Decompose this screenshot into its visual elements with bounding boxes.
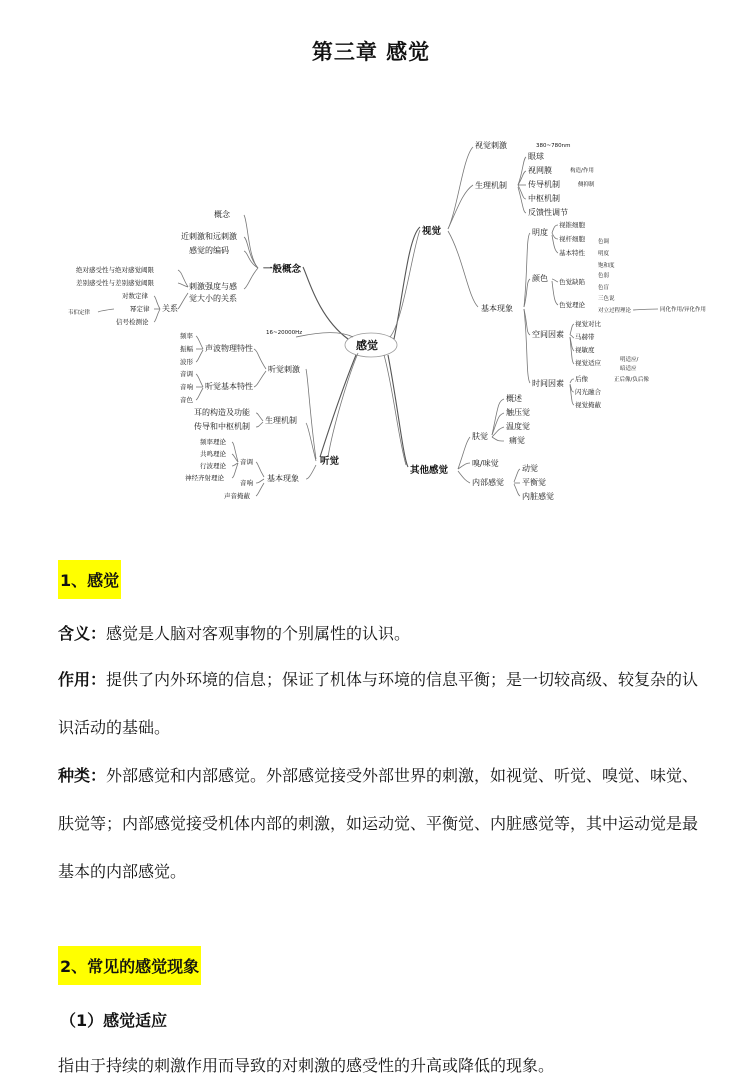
hearing-mechanism: 生理机制	[265, 416, 297, 425]
section-heading: 2、常见的感觉现象	[58, 946, 201, 985]
bright-item: 视锥细胞	[559, 221, 585, 229]
threshold-item: 绝对感受性与绝对感觉阈限	[76, 266, 154, 274]
mech-item: 中枢机制	[528, 194, 560, 203]
general-item: 概念	[214, 210, 230, 219]
law-item: 幂定律	[130, 305, 150, 313]
space-factor: 空间因素	[532, 330, 564, 339]
general-item: 刺激强度与感	[189, 282, 237, 291]
relation-node: 关系	[162, 304, 178, 313]
basic-item: 音响	[180, 383, 193, 391]
loudness-node: 音响	[240, 479, 253, 487]
type-text: 外部感觉和内部感觉。外部感觉接受外部世界的刺激，如视觉、听觉、嗅觉、味觉、肤觉等；内部感觉接受机体内部的刺激，如运动觉、平衡觉、内脏感觉等，其中运动觉是最基本的内部感觉。	[58, 766, 699, 881]
type-label: 种类：	[58, 766, 107, 785]
space-item: 视敏度	[575, 346, 595, 354]
theory-sub: 同化作用/异化作用	[660, 307, 706, 313]
space-item: 马赫带	[575, 333, 595, 341]
page-title: 第三章 感觉	[311, 40, 431, 64]
general-item: 近刺激和远刺激	[181, 232, 237, 241]
basic-item: 音调	[180, 370, 193, 378]
conduct-sub: 侧抑制	[578, 182, 595, 188]
definition-text: 感觉是人脑对客观事物的个别属性的认识。	[106, 624, 411, 643]
law-item: 对数定律	[122, 292, 148, 300]
hearing-phenomena: 基本现象	[267, 474, 299, 483]
mech-item: 传导机制	[528, 180, 560, 189]
hearing-mech-item: 传导和中枢机制	[194, 422, 250, 431]
phys-item: 振幅	[180, 345, 193, 353]
definition-label: 含义：	[58, 624, 107, 643]
blind-item: 色弱	[598, 273, 610, 279]
mech-item: 反馈性调节	[528, 208, 568, 217]
internal-item: 平衡觉	[522, 478, 546, 487]
node-general: 一般概念	[263, 264, 302, 275]
color: 颜色	[532, 274, 548, 283]
bright-item: 视杆细胞	[559, 235, 585, 243]
skin-item: 痛觉	[509, 436, 525, 445]
node-other: 其他感觉	[410, 465, 449, 476]
skin-item: 温度觉	[506, 422, 530, 431]
mind-map	[58, 127, 720, 507]
basic-item: 音色	[180, 396, 193, 404]
phys-node: 声波物理特性	[205, 344, 253, 353]
section-heading: 1、感觉	[58, 560, 121, 599]
adapt-item: 暗适应	[620, 366, 637, 372]
internal-item: 动觉	[522, 464, 538, 473]
general-item: 感觉的编码	[189, 246, 229, 255]
theory-item: 行波理论	[200, 462, 226, 470]
freq-range: 16~20000Hz	[266, 330, 303, 336]
skin-item: 概述	[506, 394, 522, 403]
general-item: 觉大小的关系	[189, 294, 237, 303]
adapt-item: 明适应/	[620, 357, 639, 363]
phys-item: 波形	[180, 358, 193, 366]
skin-item: 触压觉	[506, 408, 530, 417]
center-node: 感觉	[356, 339, 378, 352]
afterimage-sub: 正后像/负后像	[614, 377, 649, 383]
vision-stimulus: 视觉刺激	[475, 141, 507, 150]
brightness: 明度	[532, 228, 548, 237]
color-prop: 饱和度	[598, 263, 615, 269]
time-item: 后像	[575, 375, 588, 383]
internal-node: 内部感觉	[472, 478, 504, 487]
pitch-node: 音调	[240, 458, 253, 466]
subsection-heading: （1）感觉适应	[60, 1011, 168, 1030]
time-factor: 时间因素	[532, 379, 564, 388]
role-text: 提供了内外环境的信息；保证了机体与环境的信息平衡；是一切较高级、较复杂的认识活动的基础。	[58, 670, 699, 737]
color-prop: 色调	[598, 239, 610, 245]
basic-node: 听觉基本特性	[205, 382, 253, 391]
hearing-mech-item: 耳的构造及功能	[194, 408, 250, 417]
time-item: 闪光融合	[575, 388, 601, 396]
phys-item: 频率	[180, 332, 193, 340]
node-hearing: 听觉	[320, 456, 340, 467]
theory-item: 神经齐射理论	[185, 474, 224, 482]
wavelength: 380~780nm	[536, 143, 571, 149]
space-item: 视觉对比	[575, 320, 601, 328]
definition-paragraph	[58, 610, 708, 658]
role-paragraph	[58, 656, 708, 752]
mech-item: 眼球	[528, 152, 544, 161]
vision-phenomena: 基本现象	[481, 304, 513, 313]
node-vision: 视觉	[422, 226, 442, 237]
masking-node: 声音掩蔽	[224, 492, 250, 500]
vision-mechanism: 生理机制	[475, 181, 507, 190]
law-item: 信号检测论	[116, 318, 149, 326]
theory-item: 频率理论	[200, 438, 226, 446]
weber-law: 韦伯定律	[68, 310, 91, 316]
time-item: 视觉掩蔽	[575, 401, 601, 409]
adaptation-paragraph: 指由于持续的刺激作用而导致的对刺激的感受性的升高或降低的现象。	[58, 1056, 555, 1075]
color-blind: 色觉缺陷	[559, 278, 585, 286]
retina-sub: 构造/作用	[570, 168, 594, 174]
bright-item: 基本特性	[559, 249, 585, 257]
role-label: 作用：	[58, 670, 107, 689]
mech-item: 视网膜	[528, 166, 552, 175]
color-theory: 色觉理论	[559, 301, 585, 309]
theory-item: 共鸣理论	[200, 450, 226, 458]
space-item: 视觉适应	[575, 359, 601, 367]
color-prop: 明度	[598, 251, 610, 257]
internal-item: 内脏感觉	[522, 492, 554, 501]
smell-node: 嗅/味觉	[472, 459, 499, 468]
type-paragraph	[58, 752, 708, 896]
blind-item: 色盲	[598, 285, 610, 291]
skin-node: 肤觉	[472, 432, 488, 441]
hearing-stimulus: 听觉刺激	[268, 365, 300, 374]
threshold-item: 差别感受性与差别感觉阈限	[76, 279, 154, 287]
theory-item: 三色说	[598, 296, 615, 302]
theory-item: 对立过程理论	[598, 308, 632, 314]
